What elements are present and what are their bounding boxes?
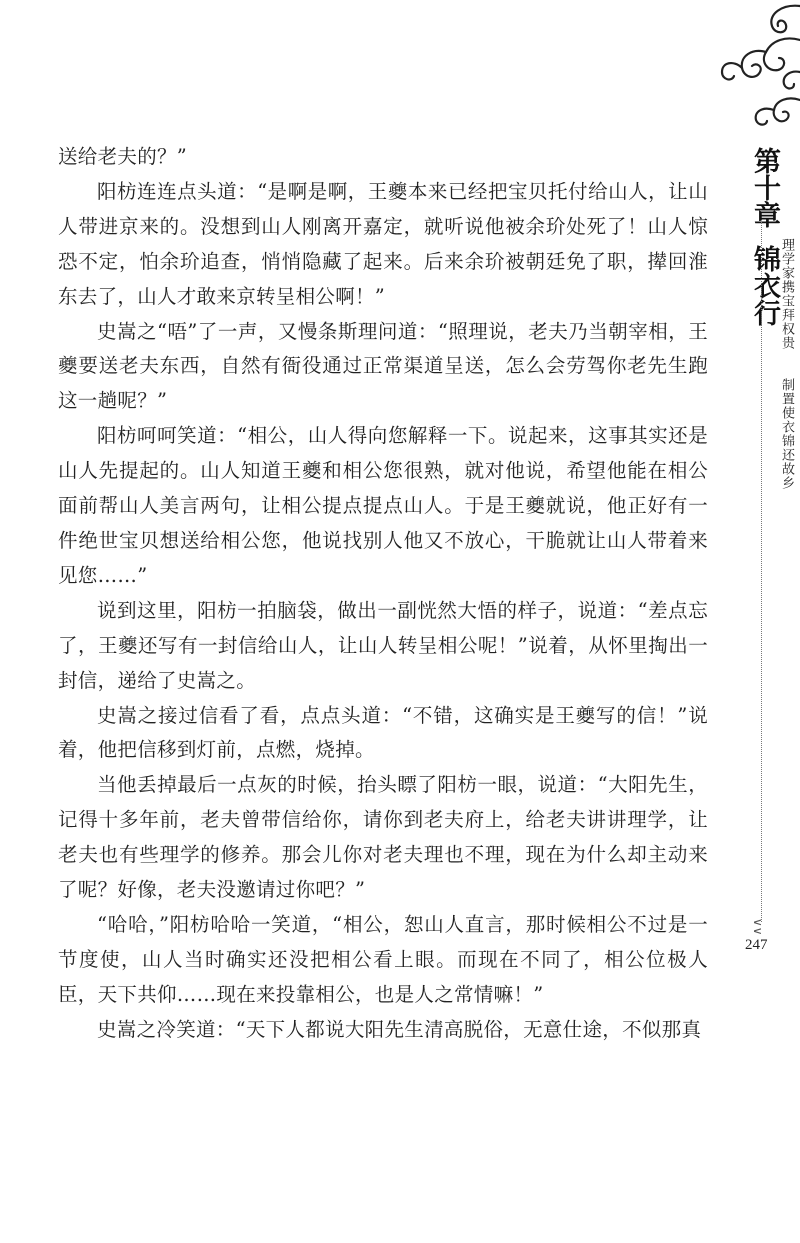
page-number: 247 bbox=[745, 937, 768, 953]
paragraph: 史嵩之冷笑道：“天下人都说大阳先生清高脱俗，无意仕途，不似那真 bbox=[97, 1017, 702, 1041]
paragraph: “哈哈，”阳枋哈哈一笑道，“相公，恕山人直言，那时候相公不过是一节度使，山人当时确实还没把相公看上眼。而现在不同了，相公位极人臣，天下共仰……现在来投靠相公，也是人之常情嘛！” bbox=[58, 912, 708, 1006]
chapter-number: 第十章 bbox=[749, 146, 780, 228]
paragraph: 说到这里，阳枋一拍脑袋，做出一副恍然大悟的样子，说道：“差点忘了，王夔还写有一封信给山人，让山人转呈相公呢！”说着，从怀里掏出一封信，递给了史嵩之。 bbox=[58, 598, 708, 692]
paragraph: 送给老夫的？” bbox=[58, 145, 188, 168]
chapter-subtitle-1: 理学家携宝拜权贵 bbox=[779, 238, 794, 350]
body-text bbox=[58, 140, 708, 1048]
paragraph: 阳枋连连点头道：“是啊是啊，王夔本来已经把宝贝托付给山人，让山人带进京来的。没想到山人刚离开嘉定，就听说他被余玠处死了！山人惊恐不定，怕余玠追查，悄悄隐藏了起来。后来余玠被朝廷免了职，撵回淮东去了，山人才敢来京转呈相公啊！” bbox=[58, 179, 708, 308]
cloud-ornament-icon bbox=[682, 0, 800, 130]
chapter-subtitle-2: 制置使衣锦还故乡 bbox=[779, 378, 794, 490]
margin-dotted-rule bbox=[761, 222, 762, 922]
paragraph: 史嵩之“唔”了一声，又慢条斯理问道：“照理说，老夫乃当朝宰相，王夔要送老夫东西，自然有衙役通过正常渠道呈送，怎么会劳驾你老先生跑这一趟呢？” bbox=[58, 319, 708, 413]
paragraph: 当他丢掉最后一点灰的时候，抬头瞟了阳枋一眼，说道：“大阳先生，记得十多年前，老夫曾带信给你，请你到老夫府上，给老夫讲讲理学，让老夫也有些理学的修养。那会儿你对老夫理也不理，现在为什么却主动来了呢？好像，老夫没邀请过你吧？” bbox=[58, 773, 708, 902]
chapter-title: 锦衣行 bbox=[749, 244, 780, 326]
paragraph: 阳枋呵呵笑道：“相公，山人得向您解释一下。说起来，这事其实还是山人先提起的。山人知道王夔和相公您很熟，就对他说，希望他能在相公面前帮山人美言两句，让相公提点提点山人。于是王夔就说，他正好有一件绝世宝贝想送给相公您，他说找别人他又不放心，干脆就让山人带着来见您……” bbox=[58, 424, 708, 587]
paragraph: 史嵩之接过信看了看，点点头道：“不错，这确实是王夔写的信！”说着，他把信移到灯前，点燃，烧掉。 bbox=[58, 703, 708, 762]
chevron-down-icon: ∨∨ bbox=[751, 918, 765, 936]
